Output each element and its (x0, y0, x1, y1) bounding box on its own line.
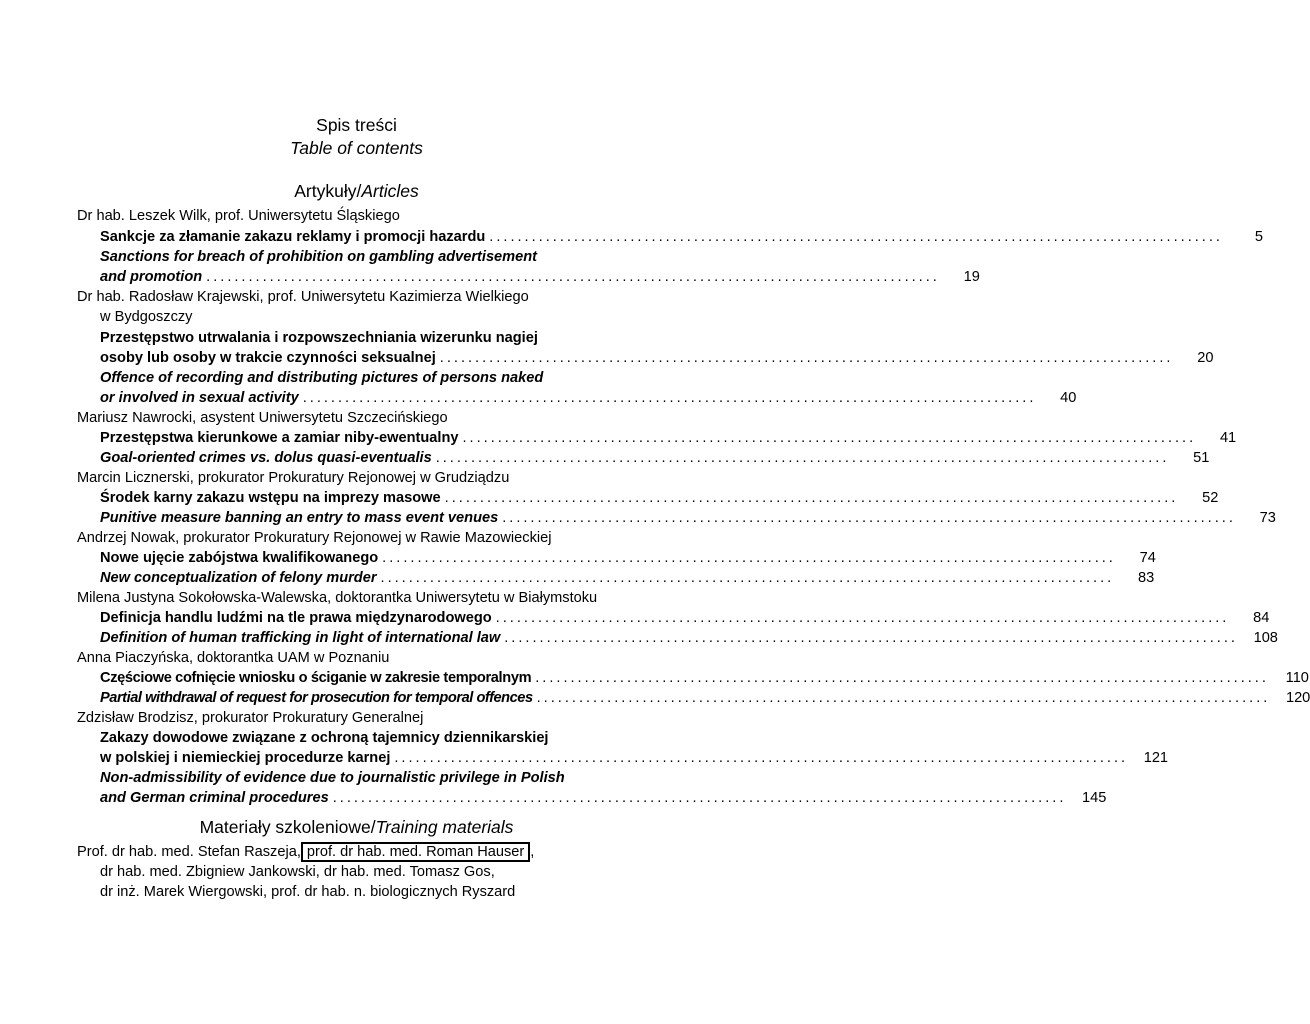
entry-title: w polskiej i niemieckiej procedurze karnej (100, 750, 391, 766)
articles-heading-en: Articles (361, 181, 419, 201)
entry-title: Sankcje za złamanie zakazu reklamy i promocji hazardu (100, 229, 486, 245)
page-number: 145 (1082, 790, 1107, 806)
training-heading-pl: Materiały szkoleniowe/ (199, 817, 376, 837)
author-line: w Bydgoszczy (100, 309, 193, 325)
author-line: Dr hab. Leszek Wilk, prof. Uniwersytetu Śląskiego (77, 208, 400, 224)
dot-leader: ........................................................................................................ (382, 550, 1116, 566)
toc-entry[interactable] (100, 628, 1278, 648)
entry-title: Zakazy dowodowe związane z ochroną tajemnicy dziennikarskiej (100, 730, 549, 746)
page-number: 5 (1254, 229, 1263, 245)
entry-title: Goal-oriented crimes vs. dolus quasi-eventualis (100, 450, 432, 466)
page-number: 121 (1143, 750, 1169, 766)
page-number: 110 (1285, 670, 1309, 686)
toc-entry[interactable] (100, 568, 1155, 588)
comma: , (530, 844, 535, 860)
dot-leader: ........................................................................................................ (462, 430, 1197, 446)
toc-entry[interactable] (100, 448, 1210, 468)
dot-leader: ........................................................................................................ (535, 670, 1269, 686)
dot-leader: ........................................................................................................ (536, 690, 1271, 706)
entry-title: Definition of human trafficking in light of international law (100, 630, 501, 646)
page-number: 120 (1285, 690, 1310, 706)
entry-title: Środek karny zakazu wstępu na imprezy masowe (100, 490, 441, 506)
highlighted-author[interactable]: prof. dr hab. med. Roman Hauser (301, 842, 530, 862)
page-number: 84 (1253, 610, 1270, 626)
entry-title: Punitive measure banning an entry to mass event venues (100, 510, 499, 526)
page-number: 74 (1139, 550, 1156, 566)
dot-leader: ........................................................................................................ (502, 510, 1236, 526)
entry-title: Definicja handlu ludźmi na tle prawa międzynarodowego (100, 610, 492, 626)
entry-title: New conceptualization of felony murder (100, 570, 377, 586)
page-number: 19 (963, 269, 980, 285)
page-number: 51 (1193, 450, 1210, 466)
dot-leader: ........................................................................................................ (435, 450, 1170, 466)
articles-heading (0, 180, 713, 202)
entry-title: Nowe ujęcie zabójstwa kwalifikowanego (100, 550, 379, 566)
dot-leader: ........................................................................................................ (302, 390, 1037, 406)
training-author-line (77, 842, 534, 862)
entry-title: Częściowe cofnięcie wniosku o ściganie w zakresie temporalnym (100, 670, 532, 686)
entry-title: Sanctions for breach of prohibition on gambling advertisement (100, 249, 538, 265)
author-line: Dr hab. Radosław Krajewski, prof. Uniwersytetu Kazimierza Wielkiego (77, 289, 529, 305)
author-line: Anna Piaczyńska, doktorantka UAM w Poznaniu (77, 650, 390, 666)
toc-entry[interactable] (100, 267, 980, 287)
training-heading (0, 816, 713, 838)
author-line: Zdzisław Brodzisz, prokurator Prokuratury Generalnej (77, 710, 424, 726)
toc-entry[interactable] (100, 688, 1310, 708)
toc-title-pl: Spis treści (316, 115, 397, 135)
dot-leader: ........................................................................................................ (394, 750, 1129, 766)
page-number: 40 (1060, 390, 1077, 406)
entry-title: Partial withdrawal of request for prosecution for temporal offences (100, 690, 533, 706)
toc-entry[interactable] (100, 668, 1309, 688)
entry-title: Non-admissibility of evidence due to journalistic privilege in Polish (100, 770, 565, 786)
toc-entry[interactable] (100, 548, 1156, 568)
author-line: Andrzej Nowak, prokurator Prokuratury Rejonowej w Rawie Mazowieckiej (77, 530, 552, 546)
dot-leader: ........................................................................................................ (439, 350, 1174, 366)
toc-entry[interactable] (100, 348, 1214, 368)
entry-title: Przestępstwa kierunkowe a zamiar niby-ewentualny (100, 430, 459, 446)
entry-title: and promotion (100, 269, 203, 285)
author-line: Milena Justyna Sokołowska-Walewska, doktorantka Uniwersytetu w Białymstoku (77, 590, 598, 606)
dot-leader: ........................................................................................................ (380, 570, 1115, 586)
toc-title-en: Table of contents (290, 138, 423, 158)
toc-entry[interactable] (100, 508, 1276, 528)
entry-title: osoby lub osoby w trakcie czynności seksualnej (100, 350, 436, 366)
page-number: 52 (1202, 490, 1219, 506)
dot-leader: ........................................................................................................ (332, 790, 1067, 806)
entry-title: or involved in sexual activity (100, 390, 299, 406)
dot-leader: ........................................................................................................ (489, 229, 1223, 245)
dot-leader: ........................................................................................................ (206, 269, 940, 285)
entry-title: Offence of recording and distributing pictures of persons naked (100, 370, 544, 386)
training-author-line: dr hab. med. Zbigniew Jankowski, dr hab. med. Tomasz Gos, (100, 864, 495, 880)
dot-leader: ........................................................................................................ (495, 610, 1230, 626)
page-number: 41 (1219, 430, 1237, 446)
training-author-line: dr inż. Marek Wiergowski, prof. dr hab. n. biologicznych Ryszard (100, 884, 516, 900)
entry-title: and German criminal procedures (100, 790, 329, 806)
toc-entry[interactable] (100, 748, 1169, 768)
toc-entry[interactable] (100, 488, 1219, 508)
page-number: 20 (1197, 350, 1214, 366)
toc-entry[interactable] (100, 227, 1263, 247)
page-number: 83 (1137, 570, 1155, 586)
toc-entry[interactable] (100, 388, 1077, 408)
page-number: 73 (1259, 510, 1276, 526)
training-heading-en: Training materials (375, 817, 514, 837)
page-number: 108 (1253, 630, 1278, 646)
toc-entry[interactable] (100, 428, 1237, 448)
author-line: Marcin Licznerski, prokurator Prokuratury Rejonowej w Grudziądzu (77, 470, 510, 486)
entry-title: Przestępstwo utrwalania i rozpowszechniania wizerunku nagiej (100, 330, 538, 346)
author-name: Prof. dr hab. med. Stefan Raszeja, (77, 844, 301, 860)
dot-leader: ........................................................................................................ (444, 490, 1179, 506)
toc-entry[interactable] (100, 788, 1107, 808)
toc-entry[interactable] (100, 608, 1270, 628)
dot-leader: ........................................................................................................ (504, 630, 1238, 646)
author-line: Mariusz Nawrocki, asystent Uniwersytetu Szczecińskiego (77, 410, 448, 426)
articles-heading-pl: Artykuły/ (294, 181, 362, 201)
